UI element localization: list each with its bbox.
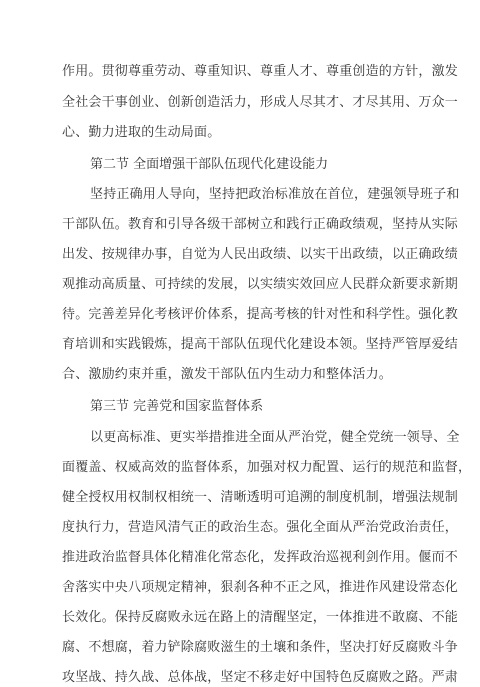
paragraph-line: 度执行力，营造风清气正的政治生态。强化全面从严治党政治责任， xyxy=(62,520,459,535)
paragraph-line: 健全授权用权制权相统一、清晰透明可追溯的制度机制，增强法规制 xyxy=(62,490,459,505)
paragraph-line: 面覆盖、权威高效的监督体系，加强对权力配置、运行的规范和监督， xyxy=(62,460,472,475)
paragraph-line: 观推动高质量、可持续的发展，以实绩实效回应人民群众新要求新期 xyxy=(62,277,459,292)
section-heading: 第二节 全面增强干部队伍现代化建设能力 xyxy=(90,157,329,172)
paragraph-line: 待。完善差异化考核评价体系，提高考核的针对性和科学性。强化教 xyxy=(62,307,459,322)
paragraph-line: 心、勤力进取的生动局面。 xyxy=(62,125,221,140)
paragraph-line: 以更高标准、更实举措推进全面从严治党，健全党统一领导、全 xyxy=(90,430,460,445)
section-heading: 第三节 完善党和国家监督体系 xyxy=(90,399,264,414)
paragraph-line: 坚持正确用人导向，坚持把政治标准放在首位，建强领导班子和 xyxy=(90,187,460,202)
paragraph-line: 出发、按规律办事，自觉为人民出政绩、以实干出政绩，以正确政绩 xyxy=(62,247,459,262)
paragraph-line: 腐、不想腐，着力铲除腐败滋生的土壤和条件，坚决打好反腐败斗争 xyxy=(62,640,459,655)
paragraph-line: 作用。贯彻尊重劳动、尊重知识、尊重人才、尊重创造的方针，激发 xyxy=(62,64,459,79)
paragraph-line: 推进政治监督具体化精准化常态化，发挥政治巡视利剑作用。偃而不 xyxy=(62,550,459,565)
paragraph-line: 长效化。保持反腐败永远在路上的清醒坚定，一体推进不敢腐、不能 xyxy=(62,610,459,625)
paragraph-line: 全社会干事创业、创新创造活力，形成人尽其才、才尽其用、万众一 xyxy=(62,95,459,110)
paragraph-line: 育培训和实践锻炼，提高干部队伍现代化建设本领。坚持严管厚爱结 xyxy=(62,337,459,352)
paragraph-line: 干部队伍。教育和引导各级干部树立和践行正确政绩观，坚持从实际 xyxy=(62,217,459,232)
paragraph-line: 合、激励约束并重，激发干部队伍内生动力和整体活力。 xyxy=(62,367,393,382)
paragraph-line: 舍落实中央八项规定精神，狠刹各种不正之风，推进作风建设常态化 xyxy=(62,580,459,595)
paragraph-line: 攻坚战、持久战、总体战，坚定不移走好中国特色反腐败之路。严肃 xyxy=(62,670,459,685)
